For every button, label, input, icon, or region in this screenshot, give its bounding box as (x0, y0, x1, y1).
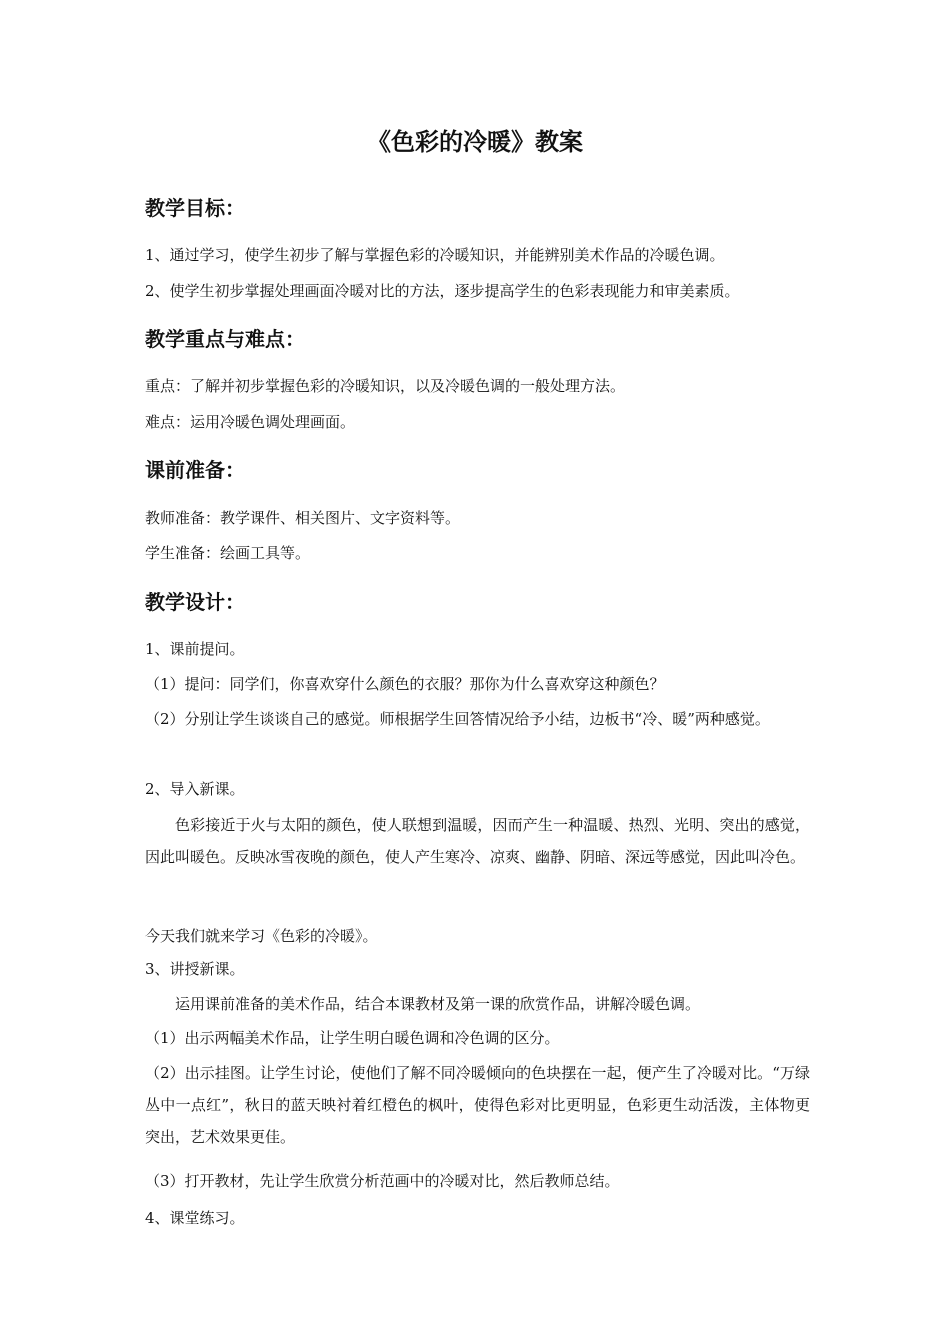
heading-objectives: 教学目标： (145, 196, 245, 220)
design-step-4: 4、课堂练习。 (145, 1209, 245, 1227)
design-step-2-paragraph: 色彩接近于火与太阳的颜色，使人联想到温暖，因而产生一种温暖、热烈、光明、突出的感觉，因此叫暖色。反映冰雪夜晚的颜色，使人产生寒冷、凉爽、幽静、阴暗、深远等感觉，因此叫冷色。 (145, 816, 810, 866)
design-step-3-item-1: （1）出示两幅美术作品，让学生明白暖色调和冷色调的区分。 (145, 1029, 560, 1047)
heading-preparation: 课前准备： (145, 458, 245, 482)
design-step-2: 2、导入新课。 (145, 780, 245, 798)
design-step-3: 3、讲授新课。 (145, 960, 245, 978)
design-step-3-item-3: （3）打开教材，先让学生欣赏分析范画中的冷暖对比，然后教师总结。 (145, 1172, 620, 1190)
design-step-1: 1、课前提问。 (145, 640, 245, 658)
key-point-item: 重点：了解并初步掌握色彩的冷暖知识，以及冷暖色调的一般处理方法。 (145, 377, 626, 395)
design-step-2-today: 今天我们就来学习《色彩的冷暖》。 (145, 927, 378, 945)
difficulty-item: 难点：运用冷暖色调处理画面。 (145, 413, 356, 431)
design-step-3-item-2: （2）出示挂图。让学生讨论，使他们了解不同冷暖倾向的色块摆在一起，便产生了冷暖对比。“万绿丛中一点红”，秋日的蓝天映衬着红橙色的枫叶，使得色彩对比更明显，色彩更生动活泼，主体物更突出，艺术效果更佳。 (145, 1064, 810, 1146)
objective-item-2: 2、使学生初步掌握处理画面冷暖对比的方法，逐步提高学生的色彩表现能力和审美素质。 (145, 282, 740, 300)
objective-item-1: 1、通过学习，使学生初步了解与掌握色彩的冷暖知识，并能辨别美术作品的冷暖色调。 (145, 246, 725, 264)
teacher-preparation: 教师准备：教学课件、相关图片、文字资料等。 (145, 509, 461, 527)
heading-key-points: 教学重点与难点： (145, 327, 305, 351)
student-preparation: 学生准备：绘画工具等。 (145, 544, 311, 562)
design-step-1-question-2: （2）分别让学生谈谈自己的感觉。师根据学生回答情况给予小结，边板书“冷、暖”两种感觉。 (145, 710, 770, 728)
design-step-3-intro: 运用课前准备的美术作品，结合本课教材及第一课的欣赏作品，讲解冷暖色调。 (175, 995, 701, 1013)
design-step-1-question-1: （1）提问：同学们，你喜欢穿什么颜色的衣服？那你为什么喜欢穿这种颜色？ (145, 675, 665, 693)
page-title: 《色彩的冷暖》教案 (367, 128, 583, 156)
heading-design: 教学设计： (145, 590, 245, 614)
